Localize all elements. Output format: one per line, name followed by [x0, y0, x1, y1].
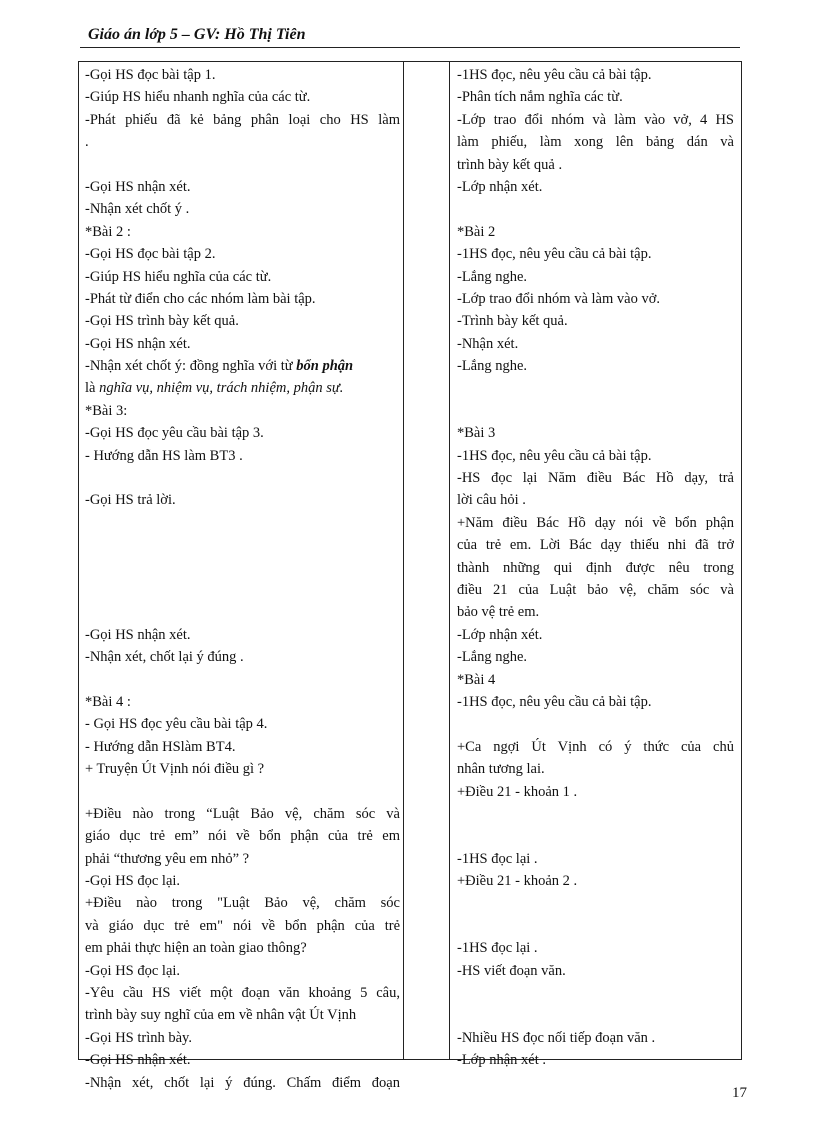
teacher-line: -Gọi HS đọc yêu cầu bài tập 3. [85, 425, 264, 442]
teacher-line [85, 669, 400, 691]
teacher-line: - Hướng dẫn HS làm BT3 . [85, 447, 243, 464]
teacher-line: -Gọi HS đọc lại. [85, 962, 181, 979]
teacher-line: *Bài 3: [85, 402, 128, 419]
teacher-line: -Gọi HS đọc lại. [85, 873, 181, 890]
student-line: -Nhiều HS đọc nối tiếp đoạn văn . [457, 1029, 656, 1046]
teacher-line: - Gọi HS đọc yêu cầu bài tập 4. [85, 716, 268, 733]
student-line: thành những qui định được nêu trong [457, 559, 734, 576]
teacher-line: trình bày suy nghĩ của em về nhân vật Út Vịnh [85, 1007, 357, 1024]
student-line [457, 400, 734, 422]
student-line [457, 982, 734, 1004]
student-line [457, 1004, 734, 1026]
teacher-line: -Gọi HS đọc bài tập 2. [85, 246, 216, 263]
teacher-line [85, 154, 400, 176]
teacher-activity-column [85, 64, 400, 1094]
student-line: -1HS đọc, nêu yêu cầu cả bài tập. [457, 246, 652, 263]
student-line [457, 892, 734, 914]
teacher-line-text: -Nhận xét chốt ý: đồng nghĩa với từ [85, 358, 297, 375]
student-line: -1HS đọc, nêu yêu cầu cả bài tập. [457, 67, 652, 83]
student-line: *Bài 4 [457, 671, 496, 688]
student-line [457, 713, 734, 735]
teacher-line: + Truyện Út Vịnh nói điều gì ? [85, 761, 265, 778]
student-line: -Lắng nghe. [457, 358, 528, 375]
student-line: -Phân tích nắm nghĩa các từ. [457, 89, 623, 106]
teacher-line: -Phát từ điển cho các nhóm làm bài tập. [85, 290, 316, 307]
teacher-line: -Phát phiếu đã kẻ bảng phân loại cho HS làm [85, 111, 400, 128]
student-activity-column [457, 64, 734, 1072]
student-line: -Lắng nghe. [457, 268, 528, 285]
teacher-line: -Gọi HS nhận xét. [85, 626, 191, 643]
student-line [457, 803, 734, 825]
teacher-line [85, 467, 400, 489]
column-divider-2 [449, 62, 450, 1059]
teacher-line: phải “thương yêu em nhỏ” ? [85, 850, 250, 867]
student-line [457, 825, 734, 847]
student-line: *Bài 3 [457, 425, 496, 442]
student-line [457, 915, 734, 937]
teacher-line: -Yêu cầu HS viết một đoạn văn khoảng 5 câu, [85, 985, 400, 1002]
student-line: -1HS đọc lại . [457, 850, 538, 867]
teacher-line: *Bài 2 : [85, 223, 131, 240]
page-header-title: Giáo án lớp 5 – GV: Hồ Thị Tiên [88, 26, 306, 43]
student-line: lời câu hỏi . [457, 492, 526, 509]
teacher-line [85, 512, 400, 534]
teacher-line [85, 601, 400, 623]
student-line: -Lớp nhận xét . [457, 1052, 547, 1069]
student-line: -Lớp trao đổi nhóm và làm vào vở, 4 HS [457, 111, 734, 128]
student-line: +Ca ngợi Út Vịnh có ý thức của chủ [457, 738, 734, 755]
teacher-line: -Nhận xét, chốt lại ý đúng. Chấm điểm đoạn [85, 1074, 400, 1091]
student-line: +Năm điều Bác Hồ dạy nói về bổn phận [457, 514, 734, 531]
teacher-line: -Giúp HS hiểu nghĩa của các từ. [85, 268, 272, 285]
student-line: của trẻ em. Lời Bác dạy thiếu nhi đã trở [457, 537, 734, 554]
student-line: điều 21 của Luật bảo vệ, chăm sóc và [457, 581, 734, 598]
teacher-line: - Hướng dẫn HSlàm BT4. [85, 738, 236, 755]
teacher-line: -Gọi HS nhận xét. [85, 335, 191, 352]
teacher-line [85, 579, 400, 601]
student-line: -Lớp nhận xét. [457, 626, 543, 643]
student-line: -Lắng nghe. [457, 649, 528, 666]
teacher-line: -Giúp HS hiểu nhanh nghĩa của các từ. [85, 89, 311, 106]
student-line: -1HS đọc, nêu yêu cầu cả bài tập. [457, 447, 652, 464]
teacher-line: -Gọi HS nhận xét. [85, 178, 191, 195]
teacher-line: giáo dục trẻ em” nói về bổn phận của trẻ em [85, 828, 400, 845]
teacher-line [85, 377, 400, 399]
student-line: -Lớp trao đổi nhóm và làm vào vở. [457, 290, 660, 307]
student-line: bảo vệ trẻ em. [457, 604, 540, 621]
teacher-line: -Nhận xét chốt ý . [85, 201, 190, 218]
emphasis-bon-phan: bổn phận [296, 358, 354, 375]
page-number: 17 [732, 1085, 747, 1101]
teacher-line: +Điều nào trong "Luật Bảo vệ, chăm sóc [85, 895, 400, 912]
teacher-line: -Gọi HS trình bày. [85, 1029, 192, 1046]
student-line: làm phiếu, làm xong lên bảng dán và [457, 134, 734, 151]
teacher-line: +Điều nào trong “Luật Bảo vệ, chăm sóc và [85, 805, 400, 822]
emphasis-la: là [85, 380, 100, 397]
student-line: -1HS đọc, nêu yêu cầu cả bài tập. [457, 693, 652, 710]
lesson-plan-table [78, 61, 742, 1091]
student-line: +Điều 21 - khoản 1 . [457, 783, 578, 800]
teacher-line [85, 355, 400, 377]
teacher-line: -Gọi HS trình bày kết quả. [85, 313, 239, 330]
student-line [457, 198, 734, 220]
student-line: -Trình bày kết quả. [457, 313, 568, 330]
student-line [457, 377, 734, 399]
student-line: -HS viết đoạn văn. [457, 962, 566, 979]
student-line: -1HS đọc lại . [457, 940, 538, 957]
student-line: trình bày kết quả . [457, 156, 563, 173]
student-line: -Nhận xét. [457, 335, 519, 352]
teacher-line [85, 557, 400, 579]
emphasis-synonyms: nghĩa vụ, nhiệm vụ, trách nhiệm, phận sự. [99, 380, 344, 397]
student-line: +Điều 21 - khoản 2 . [457, 873, 578, 890]
teacher-line: *Bài 4 : [85, 693, 131, 710]
teacher-line: em phải thực hiện an toàn giao thông? [85, 940, 307, 957]
column-divider-1 [403, 62, 404, 1059]
teacher-line: -Nhận xét, chốt lại ý đúng . [85, 649, 244, 666]
student-line: *Bài 2 [457, 223, 496, 240]
teacher-line [85, 781, 400, 803]
student-line: -Lớp nhận xét. [457, 178, 543, 195]
student-line: -HS đọc lại Năm điều Bác Hồ dạy, trả [457, 470, 734, 487]
student-line: nhân tương lai. [457, 761, 545, 778]
teacher-line: và giáo dục trẻ em" nói về bổn phận của trẻ [85, 917, 400, 934]
teacher-line: -Gọi HS đọc bài tập 1. [85, 67, 216, 83]
teacher-line: . [85, 134, 89, 151]
teacher-line [85, 534, 400, 556]
header-divider [80, 47, 740, 48]
teacher-line: -Gọi HS nhận xét. [85, 1052, 191, 1069]
teacher-line: -Gọi HS trả lời. [85, 492, 176, 509]
